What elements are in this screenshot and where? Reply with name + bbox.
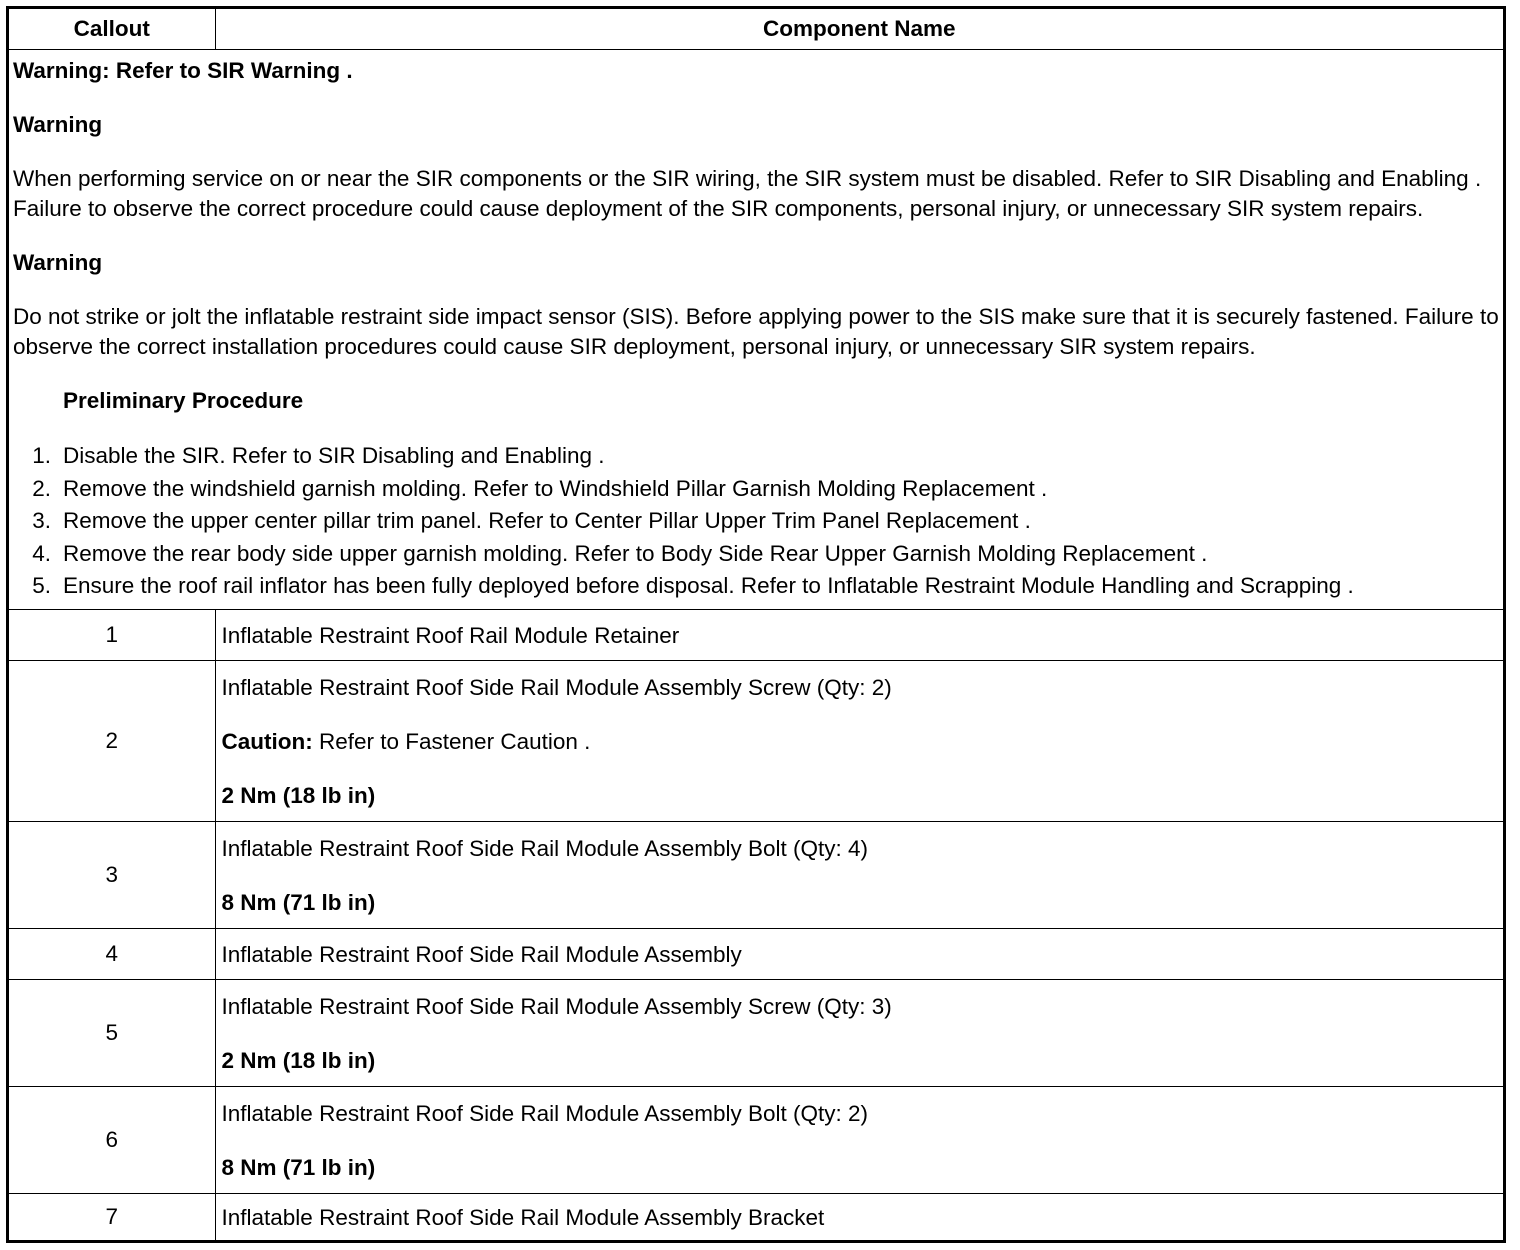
component-name: Inflatable Restraint Roof Side Rail Module Assembly Screw (Qty: 2) <box>221 674 892 700</box>
table-row <box>9 928 1503 979</box>
intro-row <box>9 50 1503 610</box>
step-number: 2. <box>32 475 51 501</box>
callout-column-header: Callout <box>9 9 215 50</box>
callout-cell: 1 <box>9 609 215 660</box>
procedure-step <box>13 570 1499 603</box>
component-name-cell <box>215 821 1503 928</box>
table-row <box>9 979 1503 1086</box>
procedure-step <box>13 505 1499 538</box>
step-number: 4. <box>32 540 51 566</box>
preliminary-procedure-title: Preliminary Procedure <box>63 388 304 413</box>
callout-cell: 2 <box>9 660 215 821</box>
table-header-row <box>9 9 1503 50</box>
procedure-step <box>13 440 1499 473</box>
procedure-step <box>13 473 1499 506</box>
torque-spec: 8 Nm (71 lb in) <box>221 1154 376 1180</box>
caution-text: Refer to Fastener Caution . <box>312 728 591 754</box>
component-name-cell <box>215 660 1503 821</box>
table-row <box>9 609 1503 660</box>
table-row <box>9 1086 1503 1193</box>
step-text: Remove the upper center pillar trim panel. Refer to Center Pillar Upper Trim Panel Replacement . <box>63 508 1031 534</box>
step-number: 5. <box>32 573 51 599</box>
callout-cell: 6 <box>9 1086 215 1193</box>
step-text: Disable the SIR. Refer to SIR Disabling and Enabling . <box>63 443 605 468</box>
component-name-cell: Inflatable Restraint Roof Rail Module Retainer <box>215 609 1503 660</box>
callout-cell: 3 <box>9 821 215 928</box>
warning-title-1: Warning <box>13 112 103 137</box>
callout-cell: 5 <box>9 979 215 1086</box>
torque-spec: 8 Nm (71 lb in) <box>221 889 376 915</box>
warning-title-2: Warning <box>13 250 103 275</box>
component-name: Inflatable Restraint Roof Side Rail Module Assembly Screw (Qty: 3) <box>221 993 892 1019</box>
warning-text-2: Do not strike or jolt the inflatable restraint side impact sensor (SIS). Before applying power to the SIS make sure that it is securely fastened. Failure to observe the correct installation procedures could cause SIR deployment, personal injury, or unnecessary SIR system repairs. <box>13 304 1499 359</box>
table-row <box>9 660 1503 821</box>
step-number: 3. <box>32 508 51 534</box>
caution-label: Caution: <box>221 728 313 754</box>
step-text: Ensure the roof rail inflator has been fully deployed before disposal. Refer to Inflatable Restraint Module Handling and Scrapping . <box>63 573 1354 599</box>
component-table-container <box>6 6 1506 1243</box>
procedure-step <box>13 538 1499 571</box>
callout-cell: 4 <box>9 928 215 979</box>
component-name-column-header: Component Name <box>215 9 1503 50</box>
step-number: 1. <box>32 443 51 468</box>
callout-cell: 7 <box>9 1193 215 1240</box>
component-table <box>9 9 1503 1240</box>
warning-text-1: When performing service on or near the SIR components or the SIR wiring, the SIR system must be disabled. Refer to SIR Disabling and Enabling . Failure to observe the correct procedure could cause deployment of the SIR components, personal injury, or unnecessary SIR system repairs. <box>13 166 1482 221</box>
table-row <box>9 1193 1503 1240</box>
procedure-steps <box>13 440 1499 603</box>
table-row <box>9 821 1503 928</box>
sir-warning-reference: Warning: Refer to SIR Warning . <box>13 58 353 83</box>
torque-spec: 2 Nm (18 lb in) <box>221 782 376 808</box>
torque-spec: 2 Nm (18 lb in) <box>221 1047 376 1073</box>
component-name-cell: Inflatable Restraint Roof Side Rail Module Assembly <box>215 928 1503 979</box>
component-name-cell <box>215 979 1503 1086</box>
component-name-cell <box>215 1086 1503 1193</box>
caution-note <box>222 727 1498 757</box>
component-name-cell: Inflatable Restraint Roof Side Rail Module Assembly Bracket <box>215 1193 1503 1240</box>
step-text: Remove the windshield garnish molding. Refer to Windshield Pillar Garnish Molding Replacement . <box>63 475 1048 501</box>
component-name: Inflatable Restraint Roof Side Rail Module Assembly Bolt (Qty: 4) <box>221 835 869 861</box>
component-name: Inflatable Restraint Roof Side Rail Module Assembly Bolt (Qty: 2) <box>221 1100 869 1126</box>
intro-cell <box>9 50 1503 610</box>
step-text: Remove the rear body side upper garnish molding. Refer to Body Side Rear Upper Garnish Molding Replacement . <box>63 540 1208 566</box>
